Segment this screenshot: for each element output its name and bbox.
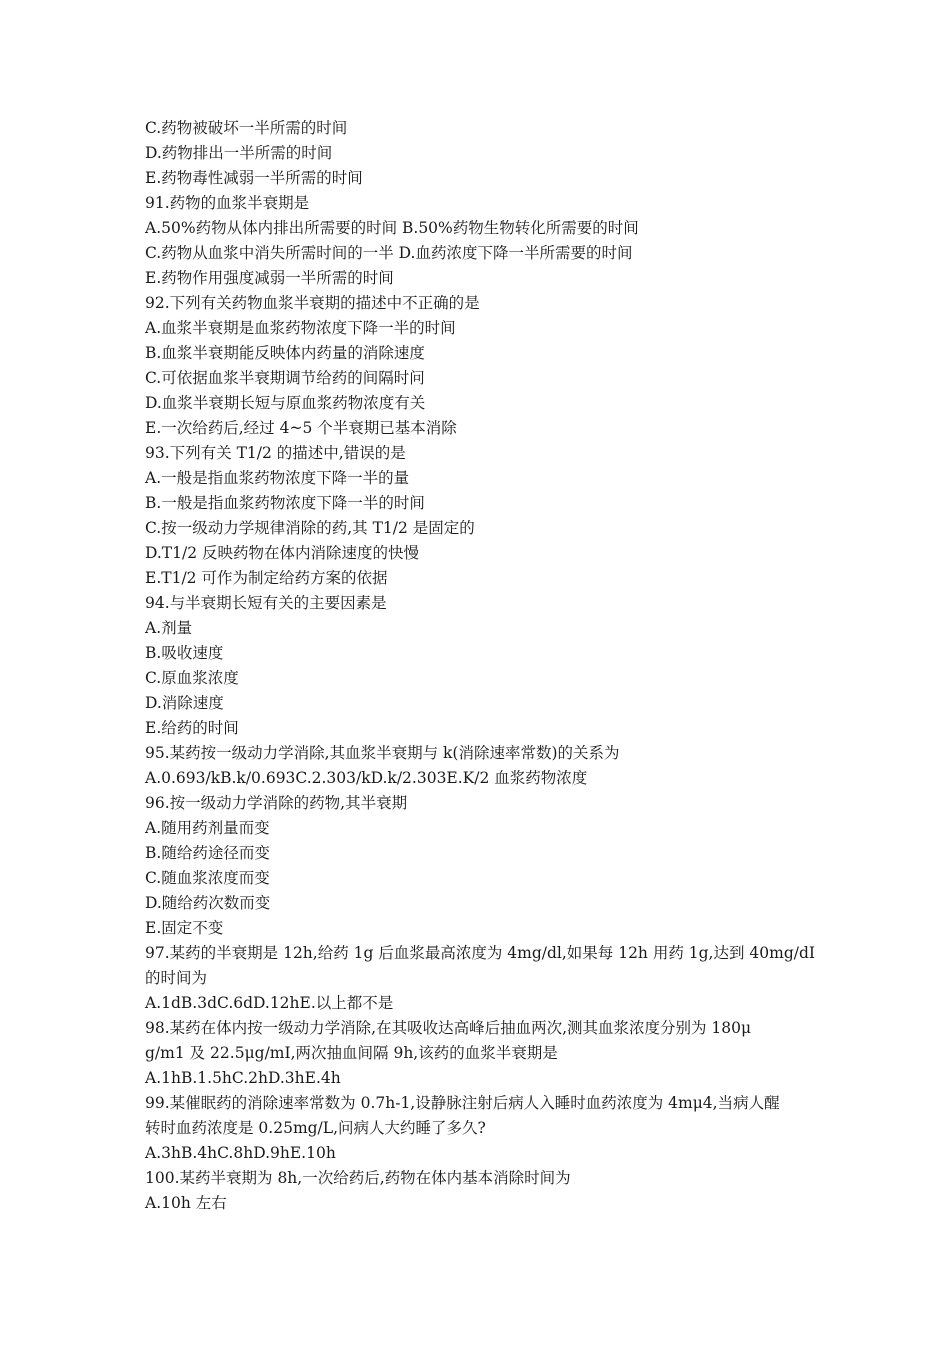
text-line: E.固定不变 — [145, 919, 224, 937]
text-line: 96.按一级动力学消除的药物,其半衰期 — [145, 794, 408, 812]
text-line: A.10h 左右 — [145, 1194, 227, 1212]
text-line: A.随用药剂量而变 — [145, 819, 270, 837]
text-line: E.给药的时间 — [145, 719, 239, 737]
text-line: 99.某催眠药的消除速率常数为 0.7h-1,设静脉注射后病人入睡时血药浓度为 4mμ4,当病人醒 — [145, 1094, 780, 1112]
text-line: C.原血浆浓度 — [145, 669, 239, 687]
text-line: 91.药物的血浆半衰期是 — [145, 194, 310, 212]
text-line: A.剂量 — [145, 619, 193, 637]
text-line: B.一般是指血浆药物浓度下降一半的时间 — [145, 494, 425, 512]
text-line: B.吸收速度 — [145, 644, 224, 662]
text-line: C.可依据血浆半衰期调节给药的间隔时问 — [145, 369, 425, 387]
text-line: 98.某药在体内按一级动力学消除,在其吸收达高峰后抽血两次,测其血浆浓度分别为 180μ — [145, 1019, 752, 1037]
document-body — [145, 116, 815, 1216]
text-line: D.随给药次数而变 — [145, 894, 271, 912]
text-line: A.血浆半衰期是血浆药物浓度下降一半的时间 — [145, 319, 456, 337]
text-line: D.消除速度 — [145, 694, 224, 712]
text-line: A.1hB.1.5hC.2hD.3hE.4h — [145, 1069, 341, 1087]
text-line: C.药物从血浆中消失所需时间的一半 D.血药浓度下降一半所需要的时间 — [145, 244, 633, 262]
text-line: E.药物作用强度减弱一半所需的时间 — [145, 269, 394, 287]
text-line: C.药物被破坏一半所需的时间 — [145, 119, 348, 137]
text-line: D.T1/2 反映药物在体内消除速度的快慢 — [145, 544, 420, 562]
text-line: A.3hB.4hC.8hD.9hE.10h — [145, 1144, 336, 1162]
text-line: B.随给药途径而变 — [145, 844, 270, 862]
text-line: 转时血药浓度是 0.25mg/L,问病人大约睡了多久? — [145, 1119, 486, 1137]
text-line: D.药物排出一半所需的时间 — [145, 144, 333, 162]
text-line: E.一次给药后,经过 4~5 个半衰期已基本消除 — [145, 419, 457, 437]
text-line: D.血浆半衰期长短与原血浆药物浓度有关 — [145, 394, 426, 412]
text-line: A.一般是指血浆药物浓度下降一半的量 — [145, 469, 410, 487]
text-line: 92.下列有关药物血浆半衰期的描述中不正确的是 — [145, 294, 480, 312]
text-line: 100.某药半衰期为 8h,一次给药后,药物在体内基本消除时间为 — [145, 1169, 571, 1187]
text-line: g/m1 及 22.5μg/mI,两次抽血间隔 9h,该药的血浆半衰期是 — [145, 1044, 558, 1062]
text-line: 的时间为 — [145, 969, 208, 987]
text-line: 97.某药的半衰期是 12h,给药 1g 后血浆最高浓度为 4mg/dl,如果每 12h 用药 1g,达到 40mg/dI — [145, 944, 816, 962]
text-line: A.50%药物从体内排出所需要的时间 B.50%药物生物转化所需要的时间 — [145, 219, 639, 237]
text-line: C.按一级动力学规律消除的药,其 T1/2 是固定的 — [145, 519, 475, 537]
text-line: C.随血浆浓度而变 — [145, 869, 270, 887]
text-line: B.血浆半衰期能反映体内药量的消除速度 — [145, 344, 425, 362]
text-line: E.T1/2 可作为制定给药方案的依据 — [145, 569, 388, 587]
text-line: A.1dB.3dC.6dD.12hE.以上都不是 — [145, 994, 394, 1012]
text-line: 94.与半衰期长短有关的主要因素是 — [145, 594, 387, 612]
text-line: 93.下列有关 T1/2 的描述中,错误的是 — [145, 444, 406, 462]
text-line: 95.某药按一级动力学消除,其血浆半衰期与 k(消除速率常数)的关系为 — [145, 744, 620, 762]
text-line: E.药物毒性减弱一半所需的时间 — [145, 169, 363, 187]
text-line: A.0.693/kB.k/0.693C.2.303/kD.k/2.303E.K/2 血浆药物浓度 — [145, 769, 588, 787]
